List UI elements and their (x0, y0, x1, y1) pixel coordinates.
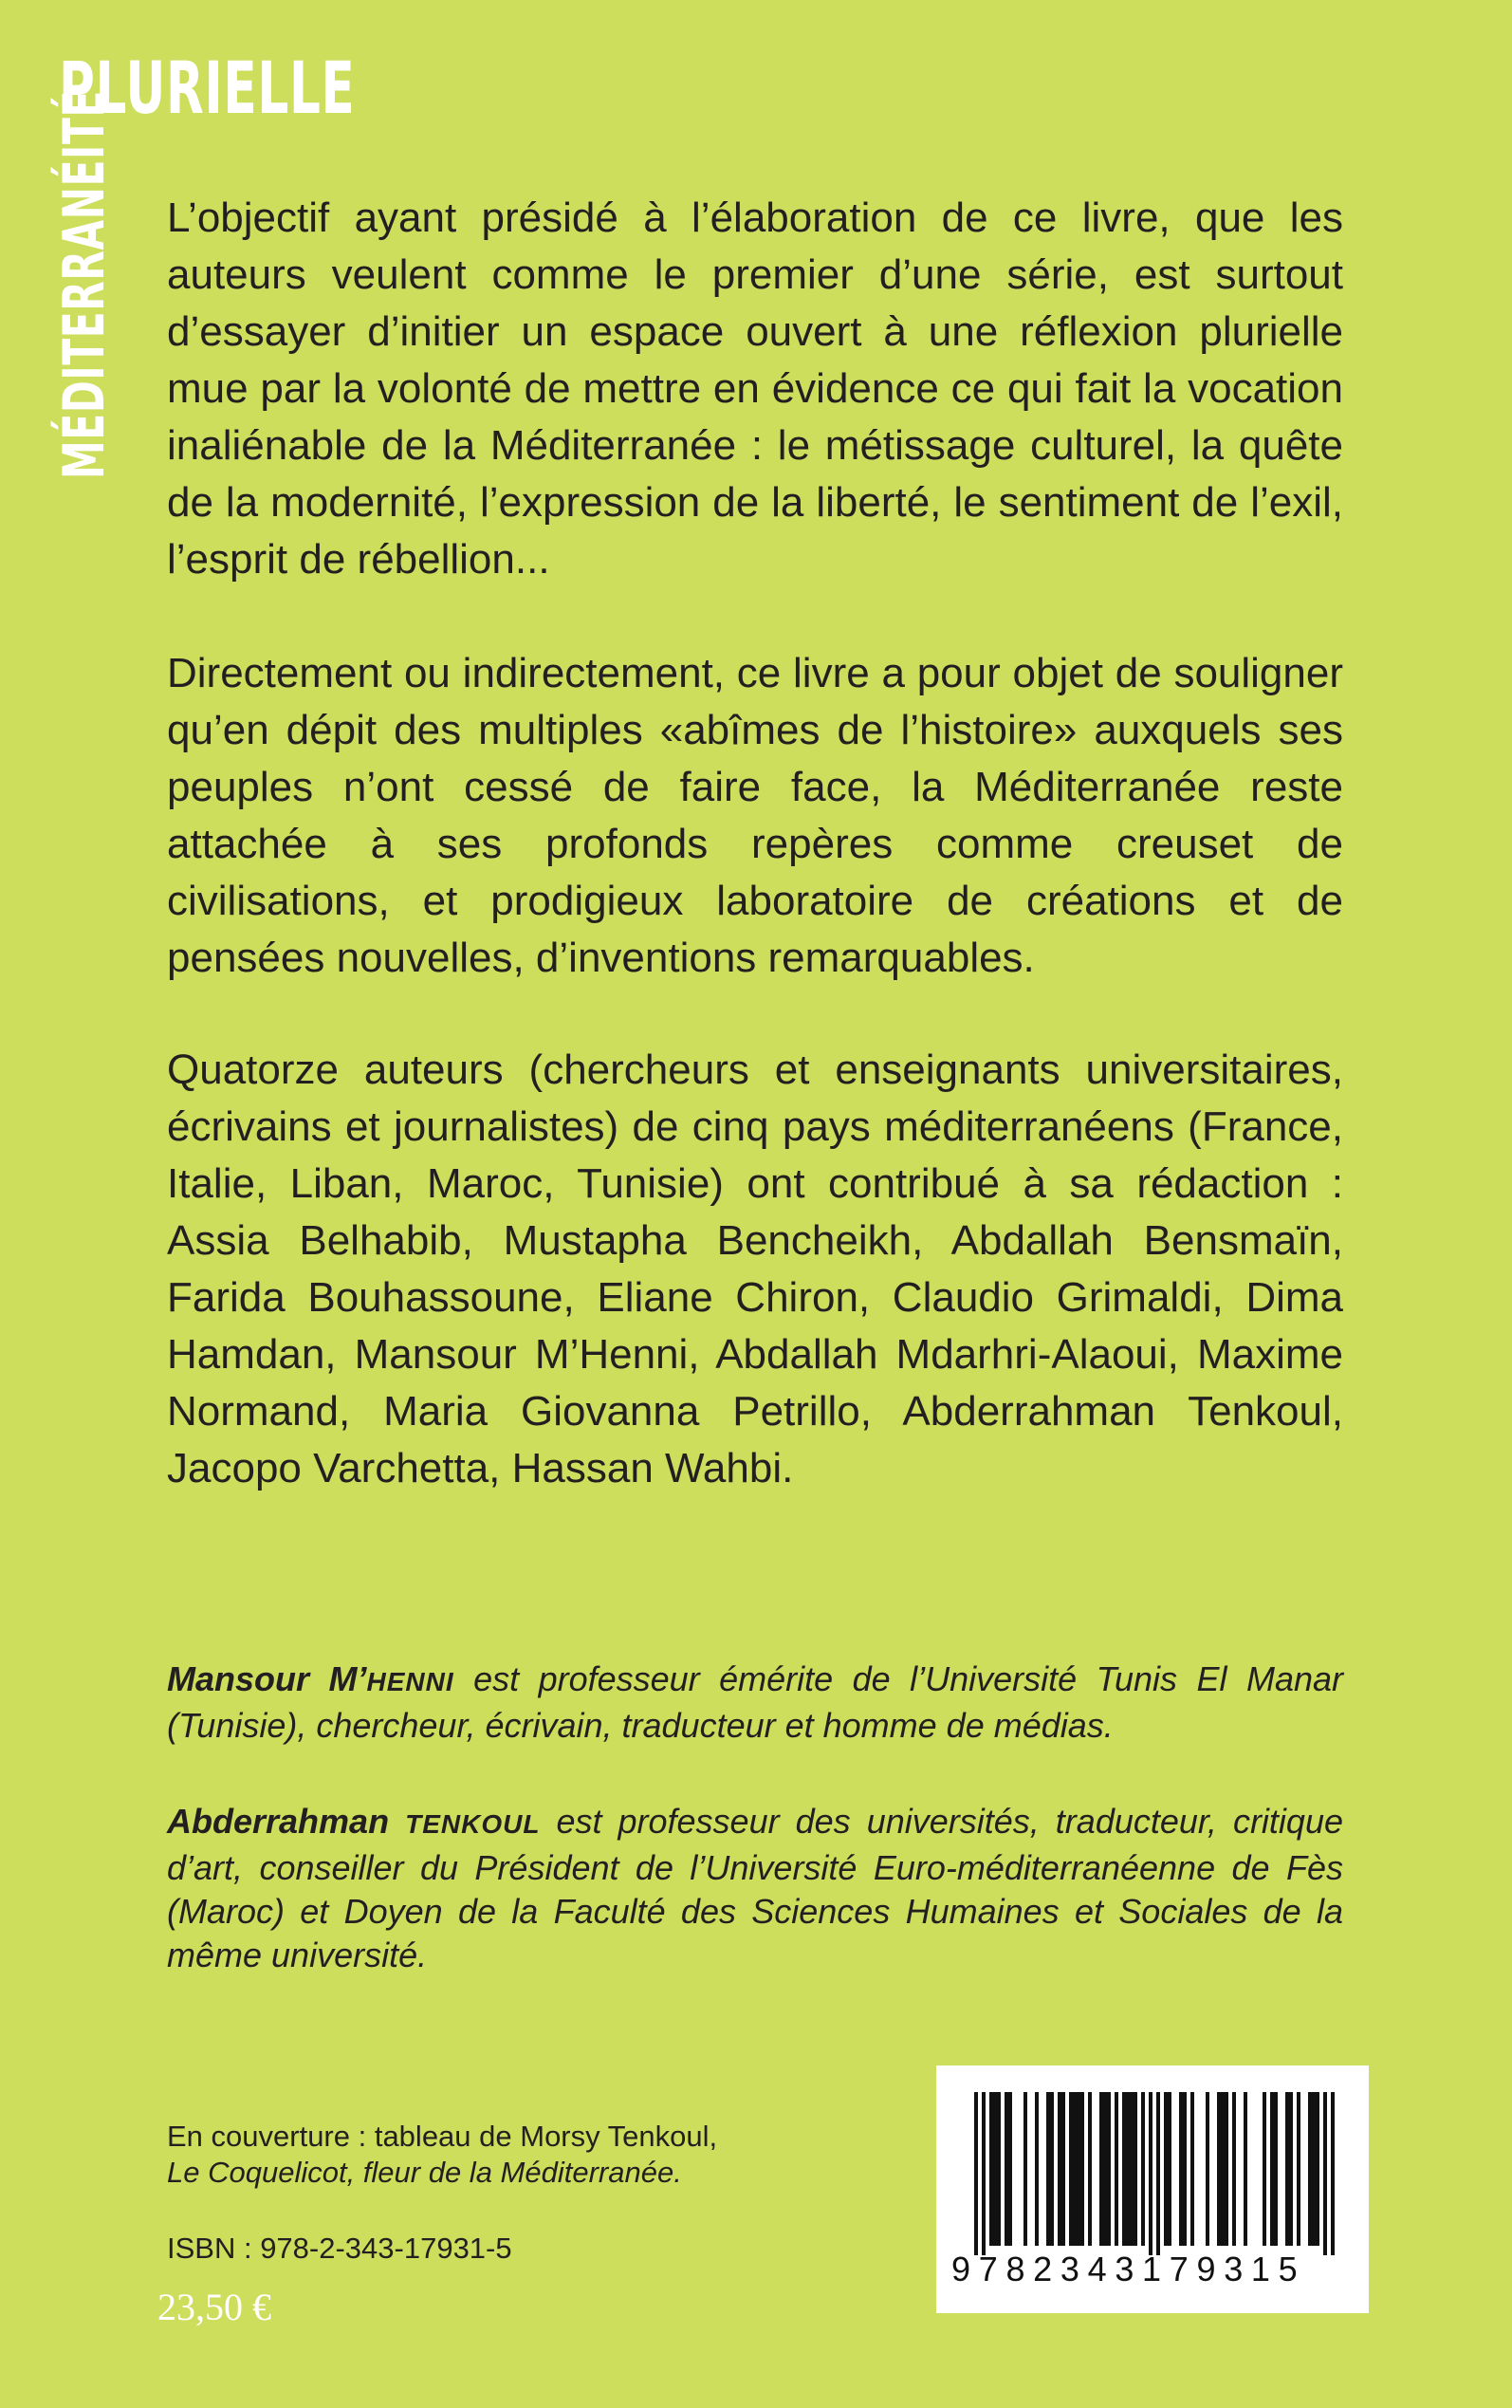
barcode-bar (1088, 2092, 1092, 2246)
barcode-bar (1285, 2092, 1293, 2246)
series-title-vertical: MÉDITERRANÉITÉ (51, 89, 118, 479)
barcode-bar (1308, 2092, 1319, 2246)
barcode-bar (1206, 2092, 1209, 2246)
cover-credit-line: En couverture : tableau de Morsy Tenkoul, (167, 2120, 718, 2153)
barcode-bar (989, 2092, 1001, 2246)
description-paragraph-3: Quatorze auteurs (chercheurs et enseignants universitaires, écrivains et journalistes) de cinq pays méditerranéens (France, Italie, Liban, Maroc, Tunisie) ont contribué à sa rédaction : Assia Belhabib, Mustapha Bencheikh, Abdallah Bensmaïn, Farida Bouhassoune, Eliane Chiron, Claudio Grimaldi, Dima Hamdan, Mansour M’Henni, Abdallah Mdarhri-Alaoui, Maxime Normand, Maria Giovanna Petrillo, Abderrahman Tenkoul, Jacopo Varchetta, Hassan Wahbi. (167, 1047, 1343, 1491)
barcode-bar (1058, 2092, 1065, 2246)
barcode-guard-bar (982, 2092, 986, 2255)
barcode-bar (1270, 2092, 1278, 2246)
barcode-bar (1069, 2092, 1084, 2246)
barcode-bar (1263, 2092, 1266, 2246)
barcode-bar (1217, 2092, 1228, 2246)
price-label: 23,50 € (157, 2286, 271, 2328)
barcode-guard-bar (974, 2092, 978, 2255)
author-bio-text: est professeur émérite de l’Université Tunis El Manar (Tunisie), chercheur, écrivain, traducteur et homme de médias. (167, 1659, 1343, 1745)
barcode-bar (1190, 2092, 1194, 2246)
barcode-bar (1179, 2092, 1187, 2246)
cover-credit (167, 2119, 717, 2191)
barcode-guard-bar (1149, 2092, 1152, 2255)
barcode-bar (1115, 2092, 1118, 2246)
barcode-guard-bar (1331, 2092, 1335, 2255)
barcode-bar (1005, 2092, 1012, 2246)
barcode-bar (1164, 2092, 1171, 2246)
barcode-bar (1141, 2092, 1145, 2246)
description-paragraph-1: L’objectif ayant présidé à l’élaboration de ce livre, que les auteurs veulent comme le premier d’une série, est surtout d’essayer d’initier un espace ouvert à une réflexion plurielle mue par la volonté de mettre en évidence ce qui fait la vocation inaliénable de la Méditerranée : le métissage culturel, la quête de la modernité, l’expression de la liberté, le sentiment de l’exil, l’esprit de rébellion... (167, 194, 1343, 583)
series-title: PLURIELLE (59, 46, 356, 130)
description-paragraph-2: Directement ou indirectement, ce livre a pour objet de souligner qu’en dépit des multiples «abîmes de l’histoire» auxquels ses peuples n’ont cessé de faire face, la Méditerranée reste attachée à ses profonds repères comme creuset de civilisations, et prodigieux laboratoire de créations et de pensées nouvelles, d’inventions remarquables. (167, 650, 1343, 981)
barcode-bar (1232, 2092, 1236, 2246)
barcode-bar (1023, 2092, 1027, 2246)
barcode-guard-bar (1156, 2092, 1160, 2255)
barcode-bar (1244, 2092, 1247, 2246)
author-bio-text: est professeur des universités, traducteur, critique d’art, conseiller du Président de l’Université Euro-méditerranéenne de Fès (Maroc) et Doyen de la Faculté des Sciences Humaines et Sociales de la même université. (167, 1802, 1343, 1974)
cover-credit-title: Le Coquelicot, fleur de la Méditerranée. (167, 2156, 682, 2189)
author-name: Abderrahman TENKOUL (167, 1802, 541, 1841)
barcode-bar (1035, 2092, 1039, 2246)
author-bio-tenkoul (167, 1800, 1343, 1977)
isbn-label: ISBN : 978-2-343-17931-5 (167, 2232, 512, 2265)
author-bio-mhenni (167, 1658, 1343, 1748)
barcode-bar (1046, 2092, 1054, 2246)
author-name: Mansour M’HENNI (167, 1659, 454, 1698)
barcode-bar (1099, 2092, 1111, 2246)
barcode-guard-bar (1323, 2092, 1327, 2255)
barcode-digits: 9782343179315 (951, 2250, 1306, 2288)
barcode-bar (1297, 2092, 1300, 2246)
barcode-bars (936, 2065, 1369, 2255)
barcode (936, 2065, 1369, 2313)
barcode-bar (1122, 2092, 1137, 2246)
